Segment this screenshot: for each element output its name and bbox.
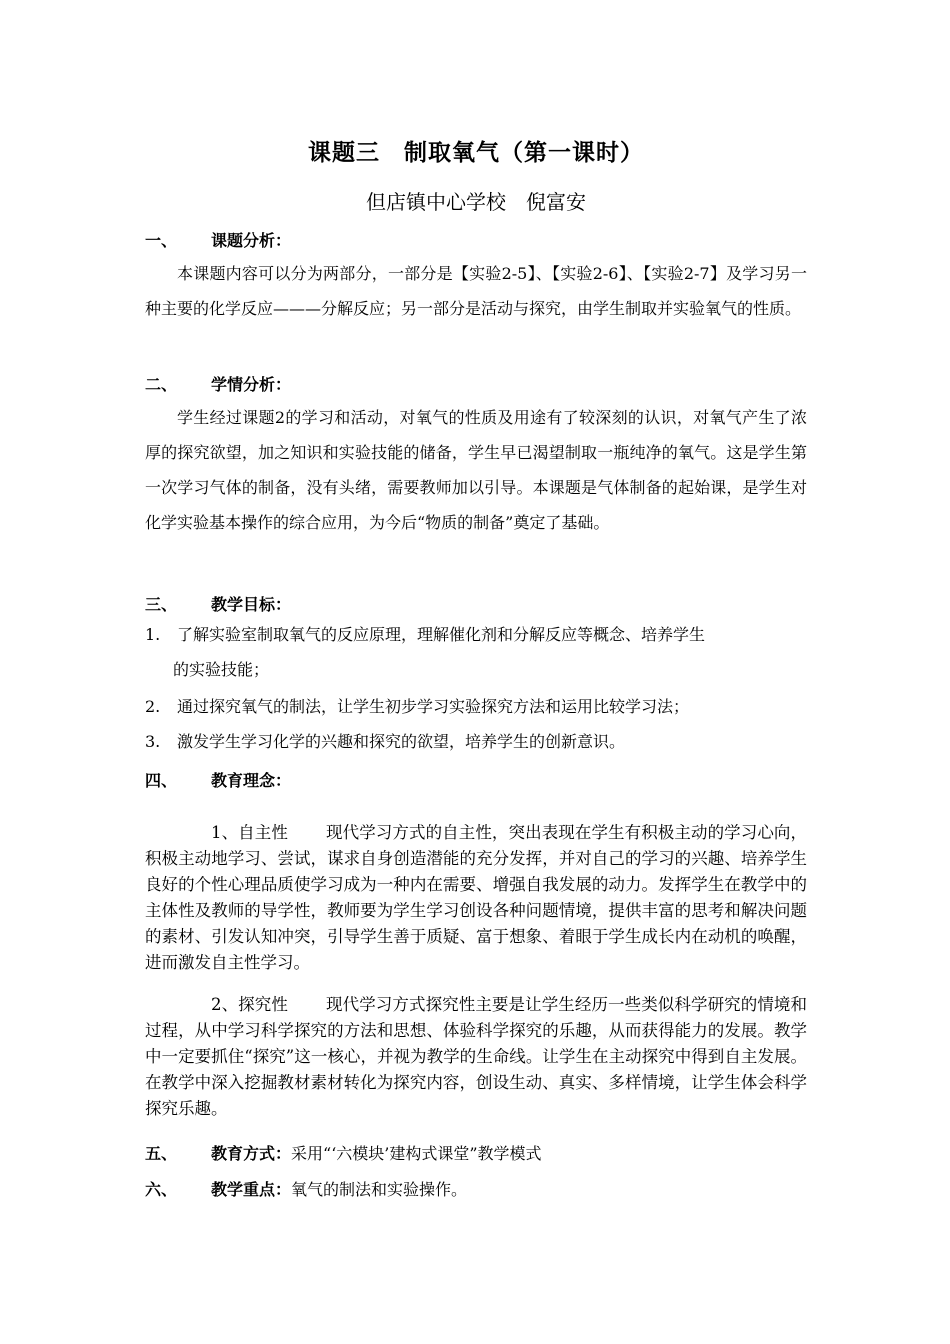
section-heading-5: 五、 教育方式：采用“‘六模块’建构式课堂”教学模式 (145, 1144, 542, 1163)
idea-paragraph-2: 2、探究性 现代学习方式探究性主要是让学生经历一些类似科学研究的情境和过程，从中学习科学探究的方法和思想、体验科学探究的乐趣，从而获得能力的发展。教学中一定要抓住“探究”这一核心，并视为教学的生命线。让学生在主动探究中得到自主发展。在教学中深入挖掘教材素材转化为探究内容，创设生动、真实、多样情境，让学生体会科学探究乐趣。 (145, 995, 808, 1118)
section-heading-6: 六、 教学重点：氧气的制法和实验操作。 (145, 1180, 468, 1199)
document-author: 但店镇中心学校 倪富安 (366, 190, 586, 214)
section-heading-3: 三、 教学目标： (145, 595, 292, 614)
goal-item-2: 2. 通过探究氧气的制法，让学生初步学习实验探究方法和运用比较学习法； (145, 697, 690, 716)
goal-item-1: 1. 了解实验室制取氧气的反应原理，理解催化剂和分解反应等概念、培养学生 的实验技能； (145, 625, 706, 679)
document-title: 课题三 制取氧气（第一课时） (308, 139, 644, 166)
section-2-paragraph: 学生经过课题2的学习和活动，对氧气的性质及用途有了较深刻的认识，对氧气产生了浓厚的探究欲望，加之知识和实验技能的储备，学生早已渴望制取一瓶纯净的氧气。这是学生第一次学习气体的制备，没有头绪，需要教师加以引导。本课题是气体制备的起始课，是学生对化学实验基本操作的综合应用，为今后“物质的制备”奠定了基础。 (145, 408, 807, 532)
section-heading-4: 四、 教育理念： (145, 771, 292, 790)
section-heading-2: 二、 学情分析： (145, 375, 292, 394)
section-1-paragraph: 本课题内容可以分为两部分，一部分是【实验2-5】、【实验2-6】、【实验2-7】及学习另一种主要的化学反应———分解反应；另一部分是活动与探究，由学生制取并实验氧气的性质。 (145, 264, 807, 318)
idea-paragraph-1: 1、自主性 现代学习方式的自主性，突出表现在学生有积极主动的学习心向，积极主动地学习、尝试，谋求自身创造潜能的充分发挥，并对自己的学习的兴趣、培养学生良好的个性心理品质使学习成为一种内在需要、增强自我发展的动力。发挥学生在教学中的主体性及教师的导学性，教师要为学生学习创设各种问题情境，提供丰富的思考和解决问题的素材、引发认知冲突，引导学生善于质疑、富于想象、着眼于学生成长内在动机的唤醒，进而激发自主性学习。 (145, 823, 808, 972)
section-heading-1: 一、 课题分析： (145, 231, 292, 250)
goal-item-3: 3. 激发学生学习化学的兴趣和探究的欲望，培养学生的创新意识。 (145, 732, 626, 751)
